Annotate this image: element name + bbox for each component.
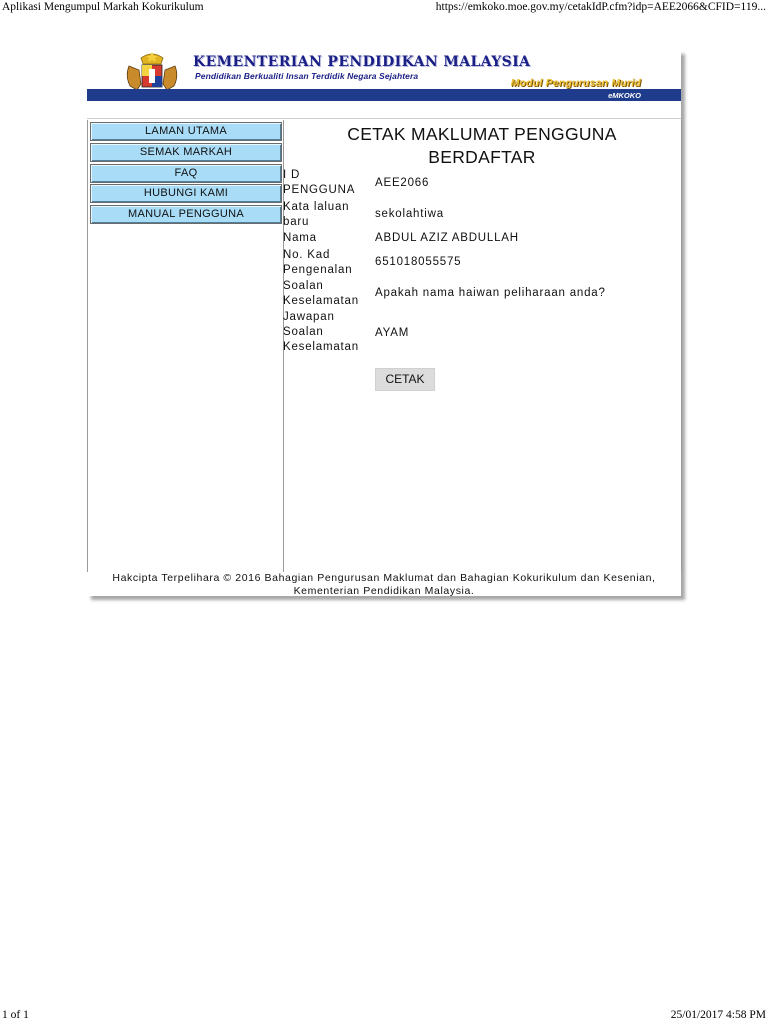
sidebar-item-manual-pengguna[interactable]: MANUAL PENGGUNA	[90, 205, 282, 224]
copyright-line1: Hakcipta Terpelihara © 2016 Bahagian Pengurusan Maklumat dan Bahagian Kokurikulum dan Kesenian,	[112, 572, 656, 584]
label-line: No. Kad	[283, 249, 331, 261]
label-kata-laluan	[283, 200, 371, 230]
module-sublabel: eMKOKO	[608, 91, 641, 100]
sidebar-item-laman-utama[interactable]: LAMAN UTAMA	[90, 122, 282, 141]
page-frame	[87, 50, 681, 596]
label-line: Pengenalan	[283, 264, 353, 276]
page-title-line2: BERDAFTAR	[428, 147, 536, 167]
print-header	[0, 0, 768, 16]
label-line: Keselamatan	[283, 341, 359, 353]
main-content	[283, 120, 682, 572]
label-line: Soalan	[283, 326, 324, 338]
copyright-footer	[87, 572, 681, 598]
print-page-count: 1 of 1	[2, 1009, 29, 1021]
banner-bar	[87, 89, 681, 101]
sidebar-item-hubungi-kami[interactable]: HUBUNGI KAMI	[90, 184, 282, 203]
print-datetime: 25/01/2017 4:58 PM	[670, 1009, 766, 1021]
banner	[87, 50, 681, 119]
label-nama	[283, 231, 371, 246]
label-line: PENGGUNA	[283, 184, 356, 196]
label-jawapan-soalan-keselamatan	[283, 310, 371, 355]
label-line: Kata laluan	[283, 201, 350, 213]
module-label: Modul Pengurusan Murid	[510, 77, 641, 89]
label-line: Nama	[283, 232, 317, 244]
value-no-kad-pengenalan: 651018055575	[375, 256, 462, 268]
value-id-pengguna: AEE2066	[375, 177, 430, 189]
label-line: Jawapan	[283, 311, 335, 323]
sidebar-menu	[87, 120, 284, 572]
print-page-url: https://emkoko.moe.gov.my/cetakIdP.cfm?idp=AEE2066&CFID=119...	[435, 1, 766, 13]
sidebar-item-semak-markah[interactable]: SEMAK MARKAH	[90, 143, 282, 162]
print-footer	[0, 1008, 768, 1024]
value-soalan-keselamatan: Apakah nama haiwan peliharaan anda?	[375, 287, 606, 299]
label-line: Keselamatan	[283, 295, 359, 307]
page-title	[283, 123, 681, 169]
value-kata-laluan: sekolahtiwa	[375, 208, 444, 220]
label-soalan-keselamatan	[283, 279, 371, 309]
copyright-line2: Kementerian Pendidikan Malaysia.	[293, 585, 475, 597]
cetak-button[interactable]: CETAK	[375, 368, 435, 391]
sidebar-item-faq[interactable]: FAQ	[90, 164, 282, 183]
print-page-title: Aplikasi Mengumpul Markah Kokurikulum	[2, 1, 204, 13]
ministry-tagline: Pendidikan Berkualiti Insan Terdidik Negara Sejahtera	[195, 71, 419, 81]
label-no-kad-pengenalan	[283, 248, 371, 278]
label-line: Soalan	[283, 280, 324, 292]
value-nama: ABDUL AZIZ ABDULLAH	[375, 232, 519, 244]
label-line: baru	[283, 216, 310, 228]
label-line: I D	[283, 169, 301, 181]
page-title-line1: CETAK MAKLUMAT PENGGUNA	[347, 124, 617, 144]
label-id-pengguna	[283, 168, 371, 198]
value-jawapan: AYAM	[375, 327, 410, 339]
ministry-title: KEMENTERIAN PENDIDIKAN MALAYSIA	[193, 54, 531, 70]
